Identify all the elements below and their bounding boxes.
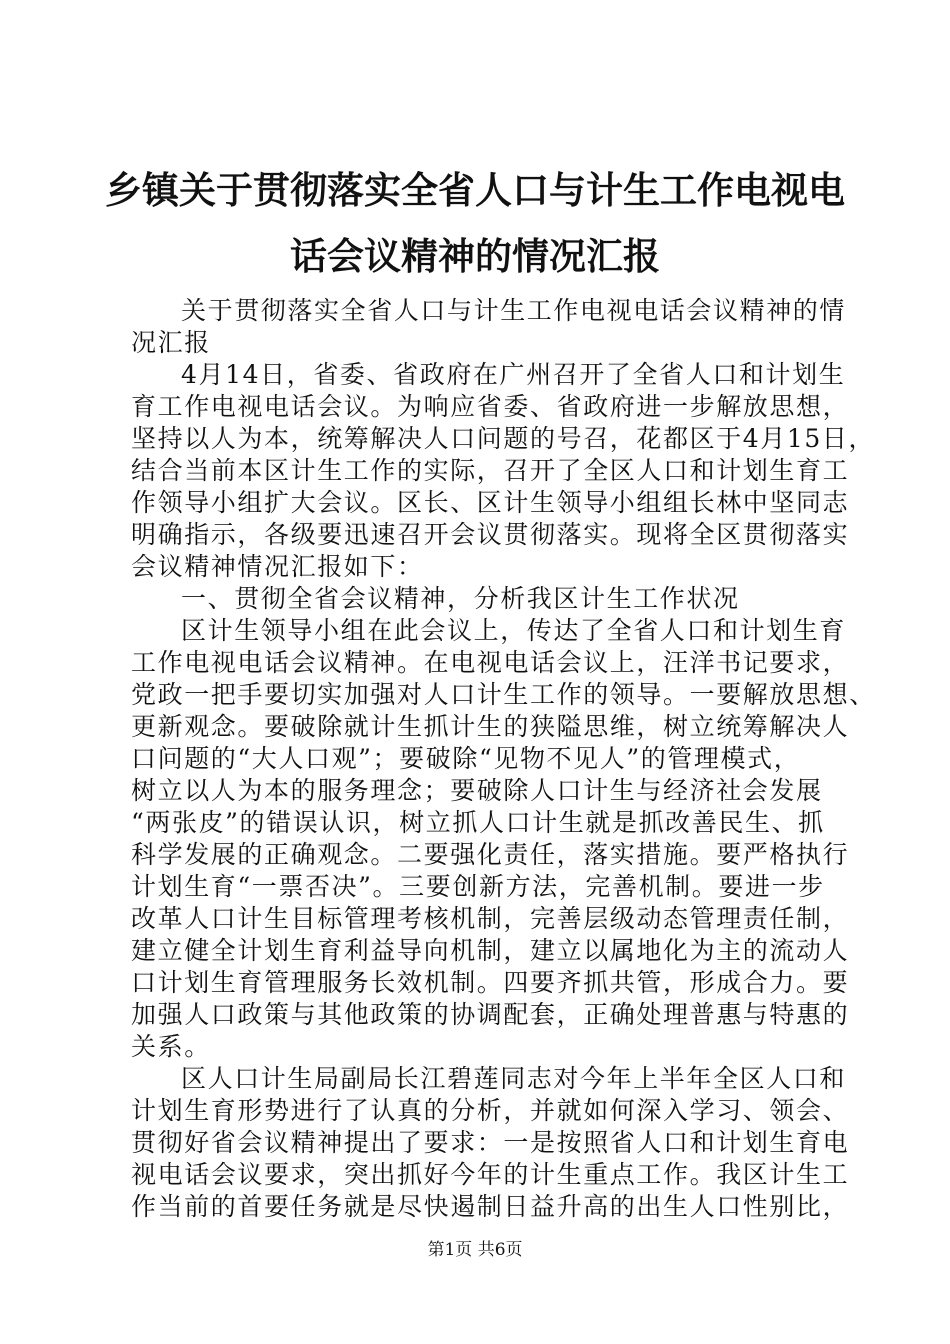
body-line: 关系。: [131, 1032, 211, 1061]
title-line-2: 话会议精神的情况汇报: [290, 235, 660, 278]
body-line: 改革人口计生目标管理考核机制，完善层级动态管理责任制，: [131, 904, 850, 933]
body-line: 区人口计生局副局长江碧莲同志对今年上半年全区人口和: [181, 1064, 847, 1093]
title-line-1: 乡镇关于贯彻落实全省人口与计生工作电视电: [105, 169, 845, 212]
body-line: “两张皮”的错误认识，树立抓人口计生就是抓改善民生、抓: [131, 808, 825, 837]
body-line: 结合当前本区计生工作的实际，召开了全区人口和计划生育工: [131, 456, 850, 485]
body-line: 口计划生育管理服务长效机制。四要齐抓共管，形成合力。要: [131, 968, 850, 997]
body-line: 作领导小组扩大会议。区长、区计生领导小组组长林中坚同志: [131, 488, 850, 517]
body-line: 党政一把手要切实加强对人口计生工作的领导。一要解放思想、: [131, 680, 876, 709]
body-line: 作当前的首要任务就是尽快遏制日益升高的出生人口性别比，: [131, 1192, 850, 1221]
body-line: 更新观念。要破除就计生抓计生的狭隘思维，树立统筹解决人: [131, 712, 850, 741]
section-heading: 一、贯彻全省会议精神，分析我区计生工作状况: [181, 584, 740, 613]
body-line: 计划生育“一票否决”。三要创新方法，完善机制。要进一步: [131, 872, 825, 901]
document-body: [131, 295, 876, 1223]
body-line: 明确指示，各级要迅速召开会议贯彻落实。现将全区贯彻落实: [131, 520, 850, 549]
body-line: 加强人口政策与其他政策的协调配套，正确处理普惠与特惠的: [131, 1000, 850, 1029]
page-footer: [0, 1238, 950, 1262]
body-line: 坚持以人为本，统筹解决人口问题的号召，花都区于4月15日，: [131, 424, 876, 453]
page-number: 第1页 共6页: [427, 1240, 523, 1260]
document-title: [100, 158, 850, 290]
body-line: 况汇报: [131, 328, 211, 357]
body-line: 科学发展的正确观念。二要强化责任，落实措施。要严格执行: [131, 840, 850, 869]
body-line: 建立健全计划生育利益导向机制，建立以属地化为主的流动人: [131, 936, 850, 965]
body-line: 视电话会议要求，突出抓好今年的计生重点工作。我区计生工: [131, 1160, 850, 1189]
body-line: 工作电视电话会议精神。在电视电话会议上，汪洋书记要求，: [131, 648, 850, 677]
body-line: 区计生领导小组在此会议上，传达了全省人口和计划生育: [181, 616, 847, 645]
body-line: 会议精神情况汇报如下：: [131, 552, 424, 581]
body-line: 4月14日，省委、省政府在广州召开了全省人口和计划生: [181, 360, 846, 389]
body-line: 口问题的“大人口观”；要破除“见物不见人”的管理模式，: [131, 744, 801, 773]
body-line: 关于贯彻落实全省人口与计生工作电视电话会议精神的情: [181, 296, 847, 325]
body-line: 树立以人为本的服务理念；要破除人口计生与经济社会发展: [131, 776, 823, 805]
body-line: 计划生育形势进行了认真的分析，并就如何深入学习、领会、: [131, 1096, 850, 1125]
body-line: 贯彻好省会议精神提出了要求：一是按照省人口和计划生育电: [131, 1128, 850, 1157]
body-line: 育工作电视电话会议。为响应省委、省政府进一步解放思想，: [131, 392, 850, 421]
